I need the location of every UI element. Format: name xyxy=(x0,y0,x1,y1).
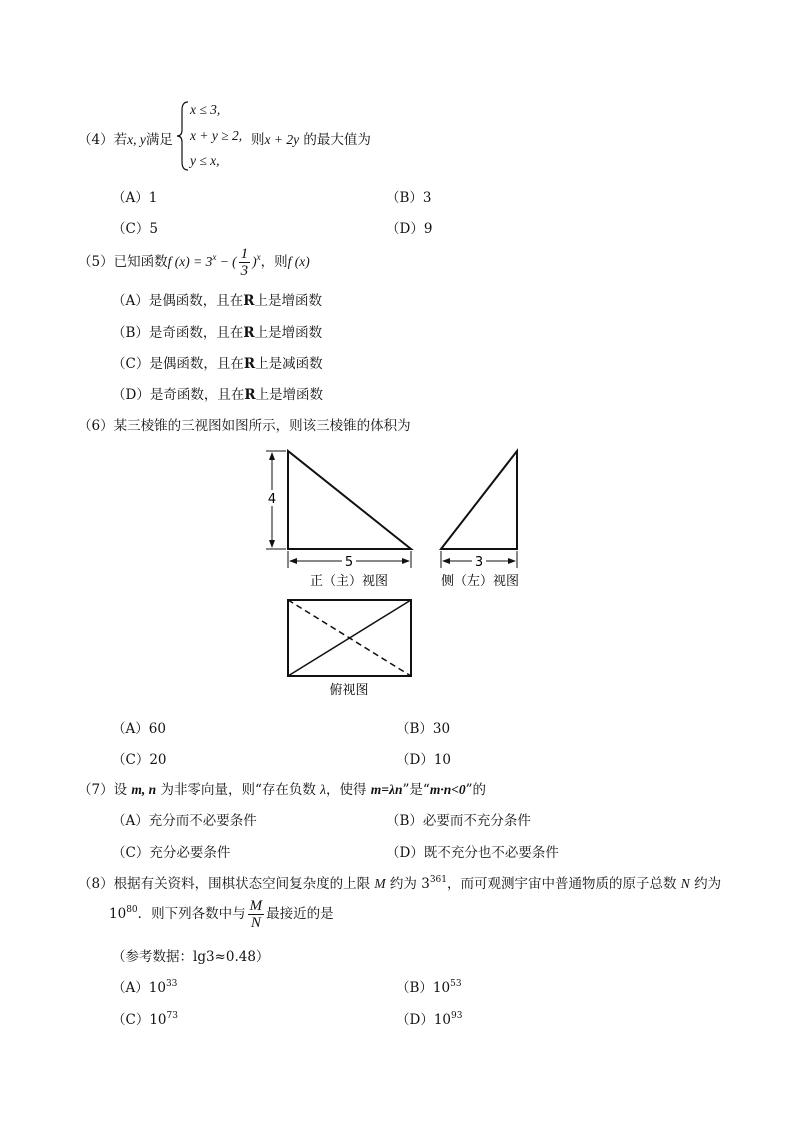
q7-option-b[interactable]: （B）必要而不充分条件 xyxy=(386,813,531,829)
q8-reference-data: （参考数据：lg3≈0.48） xyxy=(112,949,270,965)
q8-text-d: 约为 xyxy=(689,876,722,892)
front-view-caption: 正（主）视图 xyxy=(309,574,389,589)
q5-option-d-pre: （D）是奇函数，且在 xyxy=(112,387,245,403)
q4-vars: x, y xyxy=(127,132,146,147)
q8-text-f: 最接近的是 xyxy=(266,906,334,922)
q5-option-a-set: R xyxy=(243,293,255,309)
q5-exp2: x xyxy=(256,252,261,262)
q4-option-a[interactable]: （A）1 xyxy=(112,190,158,206)
q5-option-c[interactable] xyxy=(112,352,323,372)
side-width-arrow-right-icon xyxy=(508,558,516,564)
q8-option-c[interactable] xyxy=(112,1008,178,1028)
height-arrow-down-icon xyxy=(269,540,275,548)
q7-lambda: λ xyxy=(320,782,326,797)
front-width-label: 5 xyxy=(344,555,354,570)
q4-number: （4）若 xyxy=(78,132,128,148)
q8-option-b-exp: 53 xyxy=(450,979,462,989)
q7-mid3: ”是“ xyxy=(402,782,430,798)
side-width-label: 3 xyxy=(474,555,484,570)
q4-expr: x + 2y xyxy=(264,132,300,147)
q6-option-a[interactable]: （A）60 xyxy=(112,721,166,737)
q5-option-d-set: R xyxy=(244,387,256,403)
q4-stem xyxy=(78,128,173,148)
q5-option-d-post: 上是增函数 xyxy=(255,387,324,403)
q5-func2: f (x) xyxy=(287,254,310,269)
q7-eq: m=λn xyxy=(370,782,403,797)
front-width-arrow-right-icon xyxy=(402,558,410,564)
front-view xyxy=(266,451,411,589)
q7-mid2: ，使得 xyxy=(326,782,371,798)
left-brace-icon xyxy=(176,100,190,172)
q8-stem-line1 xyxy=(78,872,721,892)
q4-stem-tail xyxy=(251,128,371,148)
q7-stem xyxy=(78,778,486,798)
front-width-arrow-left-icon xyxy=(289,558,297,564)
q5-option-d[interactable] xyxy=(112,383,323,403)
q8-base-10: 10 xyxy=(109,906,127,922)
q7-vars: m, n xyxy=(131,782,157,797)
q6-option-c[interactable]: （C）20 xyxy=(112,752,167,768)
q7-lead: （7）设 xyxy=(78,782,132,798)
q5-option-b[interactable] xyxy=(112,321,322,341)
side-view xyxy=(441,451,519,589)
q8-exp-361: 361 xyxy=(429,875,447,885)
q8-option-b-label: （B）10 xyxy=(396,980,451,996)
height-arrow-up-icon xyxy=(269,452,275,460)
q8-option-d-label: （D）10 xyxy=(396,1012,452,1028)
q4-option-c[interactable]: （C）5 xyxy=(112,221,158,237)
top-view-caption: 俯视图 xyxy=(329,683,369,698)
q6-option-d[interactable]: （D）10 xyxy=(396,752,452,768)
q8-text-c: ，而可观测宇宙中普通物质的原子总数 xyxy=(447,876,681,892)
q7-option-d[interactable]: （D）既不充分也不必要条件 xyxy=(386,845,559,861)
q7-ineq: m·n<0 xyxy=(429,782,466,797)
q8-var-m: M xyxy=(374,876,386,891)
q4-option-d[interactable]: （D）9 xyxy=(386,221,433,237)
q8-option-c-label: （C）10 xyxy=(112,1012,167,1028)
q5-exp1: x xyxy=(212,252,217,262)
side-view-triangle xyxy=(441,451,517,549)
q7-tail: ”的 xyxy=(465,782,487,798)
q8-option-b[interactable] xyxy=(396,976,462,996)
q7-mid: 为非零向量，则“存在负数 xyxy=(156,782,321,798)
q8-option-a-exp: 33 xyxy=(165,979,178,989)
q5-option-a-pre: （A）是偶函数，且在 xyxy=(112,293,244,309)
q5-option-c-pre: （C）是偶函数，且在 xyxy=(112,356,244,372)
q5-func: f (x) = 3 xyxy=(167,254,213,269)
q5-frac-num: 1 xyxy=(240,246,249,262)
height-label: 4 xyxy=(267,492,277,507)
q5-minus: − ( xyxy=(216,254,237,269)
q8-text-a: （8）根据有关资料，围棋状态空间复杂度的上限 xyxy=(78,876,375,892)
q5-fraction xyxy=(239,246,251,279)
q6-option-b[interactable]: （B）30 xyxy=(396,721,451,737)
q8-option-d[interactable] xyxy=(396,1008,462,1028)
q5-option-c-set: R xyxy=(243,356,256,372)
q8-stem-line2 xyxy=(109,896,334,934)
q5-close: ) xyxy=(252,254,257,269)
q8-var-n: N xyxy=(680,876,690,891)
q4-tail: 的最大值为 xyxy=(299,132,371,148)
q7-option-a[interactable]: （A）充分而不必要条件 xyxy=(112,813,257,829)
q5-mid: ，则 xyxy=(260,254,288,270)
q5-option-a-post: 上是增函数 xyxy=(254,293,322,309)
q5-stem xyxy=(78,246,310,279)
top-view xyxy=(288,600,411,698)
side-width-arrow-left-icon xyxy=(442,558,450,564)
q5-lead: （5）已知函数 xyxy=(78,254,168,270)
q6-three-view-figure xyxy=(0,440,794,700)
q8-exp-80: 80 xyxy=(126,905,138,915)
front-view-triangle xyxy=(288,451,411,549)
q4-option-b[interactable]: （B）3 xyxy=(386,190,432,206)
q8-option-a-label: （A）10 xyxy=(112,980,166,996)
q5-option-a[interactable] xyxy=(112,289,322,309)
q4-cond3: y ≤ x, xyxy=(190,153,220,168)
q5-option-c-post: 上是减函数 xyxy=(255,356,323,372)
q6-stem: （6）某三棱锥的三视图如图所示，则该三棱锥的体积为 xyxy=(78,418,411,434)
q8-frac-num: M xyxy=(249,898,263,914)
q4-satisfy: 满足 xyxy=(145,132,173,148)
q5-option-b-set: R xyxy=(243,325,255,341)
q8-fraction xyxy=(248,898,265,931)
side-view-caption: 侧（左）视图 xyxy=(440,574,520,589)
q7-option-c[interactable]: （C）充分必要条件 xyxy=(112,845,231,861)
q8-option-a[interactable] xyxy=(112,976,177,996)
q4-cond2: x + y ≥ 2, xyxy=(190,128,243,143)
q8-option-c-exp: 73 xyxy=(166,1011,178,1021)
q4-cond1: x ≤ 3, xyxy=(190,102,221,117)
q8-option-d-exp: 93 xyxy=(451,1011,463,1021)
q8-text-e: ．则下列各数中与 xyxy=(137,906,246,922)
q5-option-b-pre: （B）是奇函数，且在 xyxy=(112,325,244,341)
q5-option-b-post: 上是增函数 xyxy=(254,325,323,341)
q5-frac-den: 3 xyxy=(240,263,249,279)
q8-text-b: 约为 3 xyxy=(385,876,430,892)
q8-frac-den: N xyxy=(250,915,261,931)
q4-then: 则 xyxy=(251,132,265,148)
